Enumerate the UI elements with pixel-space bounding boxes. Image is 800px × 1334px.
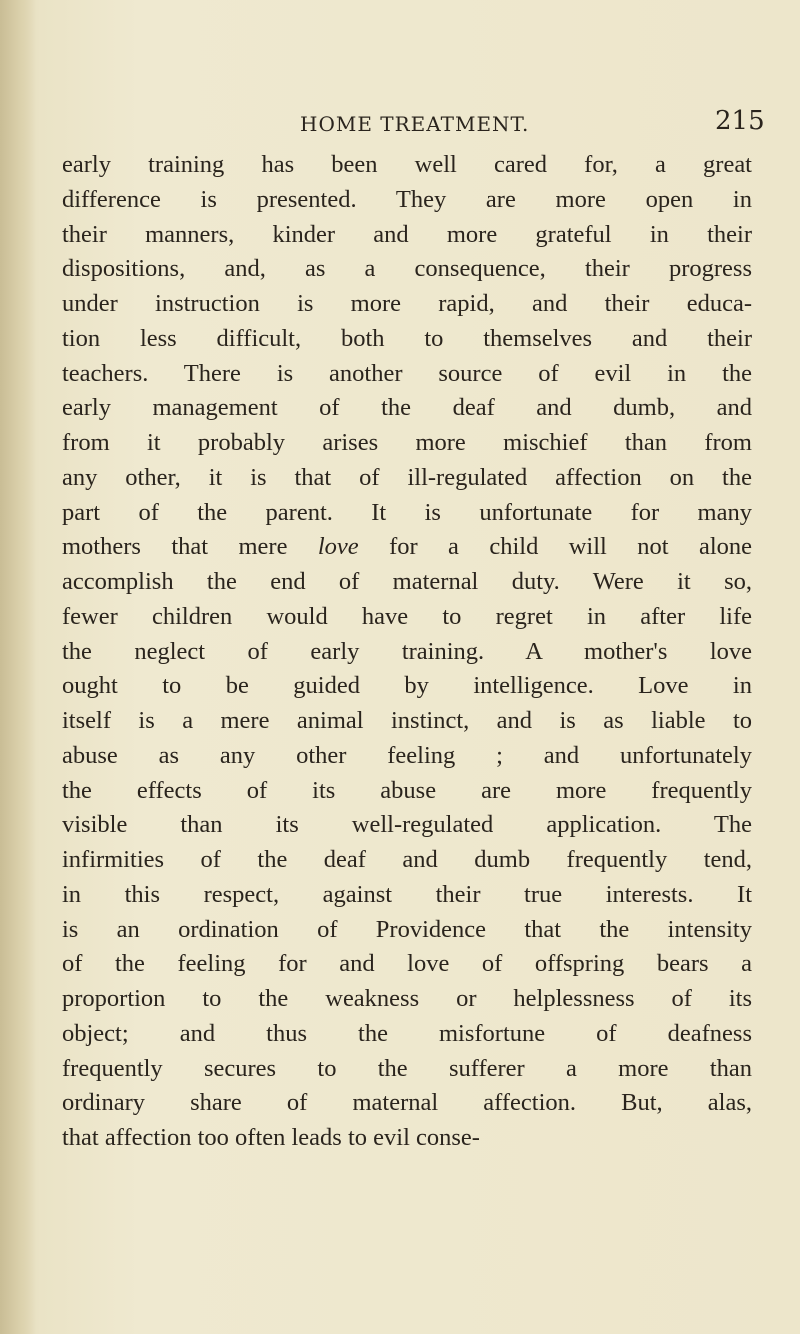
text-line: in this respect, against their true interests. It (62, 880, 752, 908)
page-number: 215 (715, 106, 765, 136)
text-line: itself is a mere animal instinct, and is as liable to (62, 707, 752, 734)
text-line: abuse as any other feeling ; and unfortunately (62, 741, 752, 769)
text-line: accomplish the end of maternal duty. Were it so, (62, 568, 752, 595)
text-line: ordinary share of maternal affection. But, alas, (62, 1089, 752, 1117)
text-line: frequently secures to the sufferer a more than (62, 1054, 752, 1082)
text-line: object; and thus the misfortune of deafness (62, 1019, 752, 1047)
text-line: the neglect of early training. A mother's love (62, 637, 752, 665)
text-line: under instruction is more rapid, and their educa- (62, 290, 752, 317)
text-line: the effects of its abuse are more frequently (62, 776, 752, 804)
body-text (62, 148, 752, 1156)
page-gutter-shadow (0, 0, 36, 1334)
text-line: early training has been well cared for, a great (62, 151, 752, 178)
text-line: part of the parent. It is unfortunate for many (62, 498, 752, 526)
text-line: any other, it is that of ill-regulated affection on the (62, 463, 752, 491)
text-line: of the feeling for and love of offspring bears a (62, 950, 752, 978)
text-line: their manners, kinder and more grateful in their (62, 220, 752, 248)
text-line: fewer children would have to regret in after life (62, 602, 752, 630)
text-line: that affection too often leads to evil conse- (62, 1124, 480, 1151)
text-line: from it probably arises more mischief than from (62, 429, 752, 456)
text-line: infirmities of the deaf and dumb frequently tend, (62, 846, 752, 873)
text-line: visible than its well-regulated application. The (62, 811, 752, 839)
text-segment: for a child will not alone (358, 533, 753, 561)
text-line: is an ordination of Providence that the intensity (62, 915, 752, 943)
page-header (0, 106, 800, 146)
text-line: dispositions, and, as a consequence, their progress (62, 255, 752, 283)
running-title: HOME TREATMENT. (300, 112, 530, 136)
text-line: proportion to the weakness or helplessness of its (62, 985, 752, 1012)
text-line: difference is presented. They are more open in (62, 185, 752, 213)
text-line: ought to be guided by intelligence. Love in (62, 672, 752, 700)
text-line: teachers. There is another source of evil in the (62, 359, 752, 387)
text-line (62, 530, 752, 565)
italic-word: love (317, 533, 359, 561)
text-line: tion less difficult, both to themselves and their (62, 324, 752, 352)
text-line: early management of the deaf and dumb, and (62, 394, 752, 422)
text-segment: mothers that mere (62, 533, 318, 561)
